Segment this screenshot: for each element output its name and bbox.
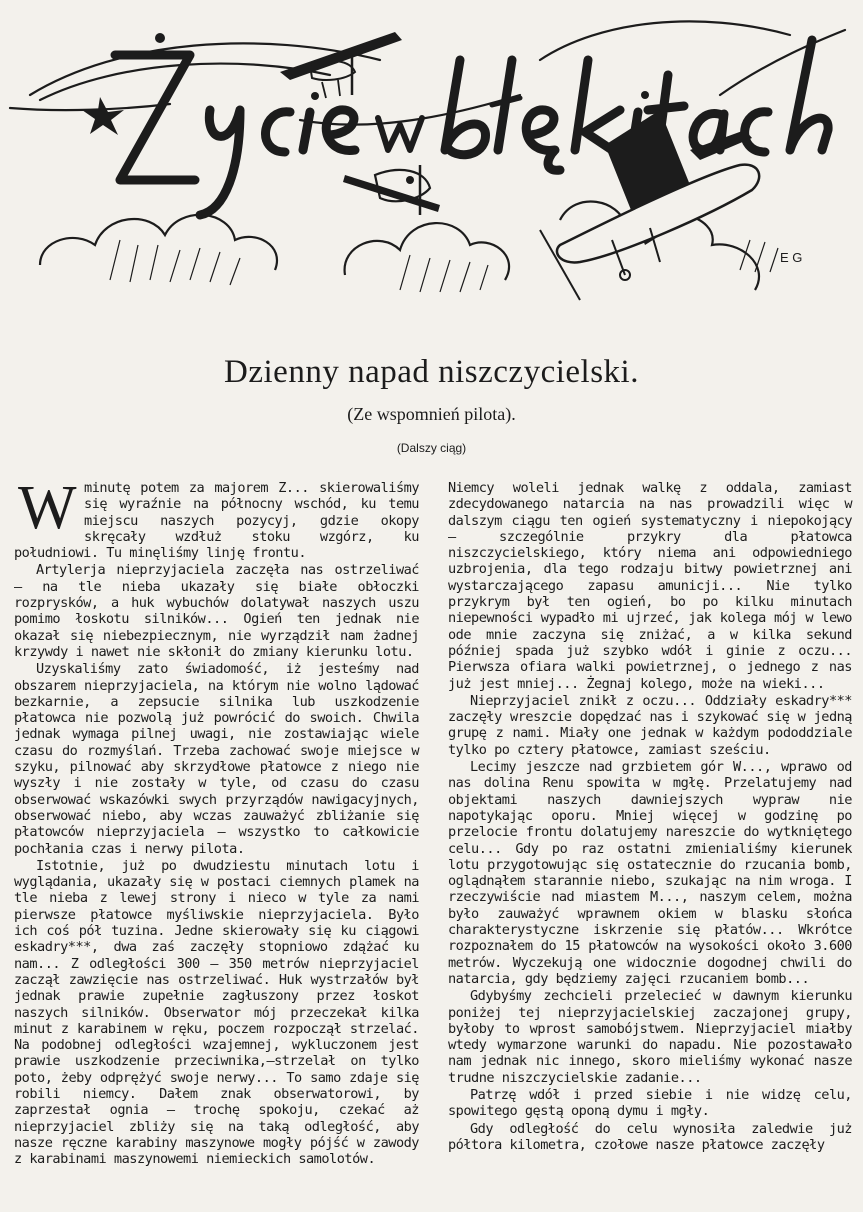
swirl-line (540, 21, 790, 60)
column-left (14, 474, 419, 1168)
biplane-middle-icon (343, 165, 440, 215)
paragraph: Istotnie, już po dwudziestu minutach lotu i wyglądania, ukazały się w postaci ciemnych plamek na tle nieba z lewej strony i nieco w tyle za nami pierwsze płatowce myśliwskie nieprzyjaciela. Było ich coś pół tuzina. Jedne skierowały się ku ciągowi eskadry***, dwa zaś zaczęły stopniowo zdążać ku nam... Z odległości 300 — 350 metrów nieprzyjaciel zaczął zawzięcie nas ostrzeliwać. Huk wystrzałów był jednak prawie zupełnie zagłuszony przez łoskot naszych silników. Obserwator mój przeczekał kilka minut z karabinem w ręku, poczem rozpoczął strzelać. Na podobnej odległości wzajemnej, wykluczonem jest prawie uszkodzenie przeciwnika,—strzelał on tylko poto, żeby odprężyć swoje nerwy... To samo zdaje się robili niemcy. Dałem znak obserwatorowi, by zaprzestał ognia — trochę spokoju, czekać aż nieprzyjaciel zbliży się na taką odległość, aby nasze ręczne karabiny maszynowe mogły pójść w zawody z karabinami maszynowemi niemieckich samolotów. (14, 857, 419, 1168)
grass-hatching (110, 230, 778, 300)
column-right (448, 480, 852, 1154)
drop-cap: W (18, 474, 77, 542)
paragraph: Gdy odległość do celu wynosiła zaledwie już półtora kilometra, czołowe nasze płatowce zaczęły (448, 1120, 852, 1153)
swirl-line (10, 104, 170, 110)
paragraph: Patrzę wdół i przed siebie i nie widzę celu, spowitego gęstą oponą dymu i mgły. (448, 1086, 852, 1120)
paragraph: Lecimy jeszcze nad grzbietem gór W..., wprawo od nas dolina Renu spowita w mgłę. Przelatujemy nad objektami naszych dawniejszych wypraw nie napotykając oporu. Mniej więcej w godzinę po przelocie frontu dolatujemy nareszcie do wytkniętego celu... Gdy po raz ostatni zmienialiśmy kierunek lotu przygotowując się ostatecznie do rzucania bomb, oglądnąłem starannie niebo, szukając na nim wroga. I rzeczywiście nad miastem M..., naszym celem, można było zauważyć wprawnem okiem w blasku słońca charakterystyczne iskrzenie się płatów... Wkrótce rozpoznałem do 15 płatowców na wysokości około 3.600 metrów. Wyczekują one widocznie dogodnej chwili do natarcia, gdy będziemy zajęci rzucaniem bomb... (448, 759, 852, 987)
paragraph: Nieprzyjaciel znikł z oczu... Oddziały eskadry*** zaczęły wreszcie dopędzać nas i szykować się w jedną grupę z nami. Miały one jednak w każdym pododdziale tylko po cztery płatowce, zamiast sześciu. (448, 692, 852, 758)
biplane-top-icon (280, 32, 402, 98)
continued-note: (Dalszy ciąg) (396, 441, 467, 455)
swirl-line (720, 30, 845, 95)
paragraph: Gdybyśmy zechcieli przelecieć w dawnym kierunku poniżej tej nieprzyjacielskiej zaczajonej grupy, byłoby to wprost samobójstwem. Nieprzyjaciel miałby wtedy wymarzone warunki do napadu. Nie pozostawało nam jednak nic innego, skoro mieliśmy wykonać nasze trudne niszczycielskie zadanie... (448, 988, 852, 1086)
article-title: Dzienny napad niszczycielski. (224, 354, 639, 390)
swirl-line (30, 43, 380, 95)
paragraph: Uzyskaliśmy zato świadomość, iż jesteśmy nad obszarem nieprzyjaciela, na którym nie wolno lądować bezkarnie, a zepsucie silnika lub uszkodzenie płatowca nie pozwolą już powrócić do swoich. Chwila jednak wymaga pilnej uwagi, nie zostawiając wiele czasu do rozmyślań. Trzeba zachować swoje miejsce w szyku, pilnować aby skrzydłowe płatowce z niego nie wyszły i nie zostały w tyle, od czasu do czasu obserwować wskazówki swych przyrządów nawigacyjnych, obserwować niebo, aby wczas zauważyć zbliżanie się płatowców nieprzyjaciela — wszystko to całkowicie pochłania czas i nerwy pilota. (14, 661, 419, 857)
header-illustration (0, 0, 863, 330)
star-icon (82, 97, 124, 135)
paragraph: minutę potem za majorem Z... skierowaliśmy się wyraźnie na północny wschód, ku temu miejscu naszych pozycyj, gdzie okopy skręcały wzdłuż stoku wzgórz, ku południowi. Tu minęliśmy linję frontu. (14, 480, 419, 562)
cloud-middle (345, 223, 509, 280)
article-subtitle: (Ze wspomnień pilota). (347, 404, 516, 424)
paragraph: Artylerja nieprzyjaciela zaczęła nas ostrzeliwać — na tle nieba ukazały się białe obłoczki rozprysków, a huk wybuchów dolatywał naszych uszu pomimo łoskotu silników... Ogień ten jednak nie okazał się niebezpiecznym, nie wyrządził nam żadnej krzywdy i nawet nie skłonił do zmiany kierunku lotu. (14, 562, 419, 660)
cloud-left (40, 215, 277, 270)
artist-initials: E G (780, 250, 803, 265)
paragraph: Niemcy woleli jednak walkę z oddala, zamiast zdecydowanego natarcia na nas prowadzili więc w dalszym ciągu ten ogień systematyczny i niepokojący — szczególnie przykry dla płatowca niszczycielskiego, który niema ani odpowiedniego uzbrojenia, dla tego rodzaju bitwy powietrznej ani wystarczającego zapasu amunicji... Nie tylko przykrym był ten ogień, bo po kilku minutach niepewności wypadło mi ujrzeć, jak kolega mój w lewo ode mnie zaczyna się zniżać, a w kilka sekund później spada już szybko wdół i ginie z oczu... Pierwsza ofiara walki powietrznej, o jednego z nas już jest mniej... Żegnaj kolego, może na wieki... (448, 480, 852, 692)
